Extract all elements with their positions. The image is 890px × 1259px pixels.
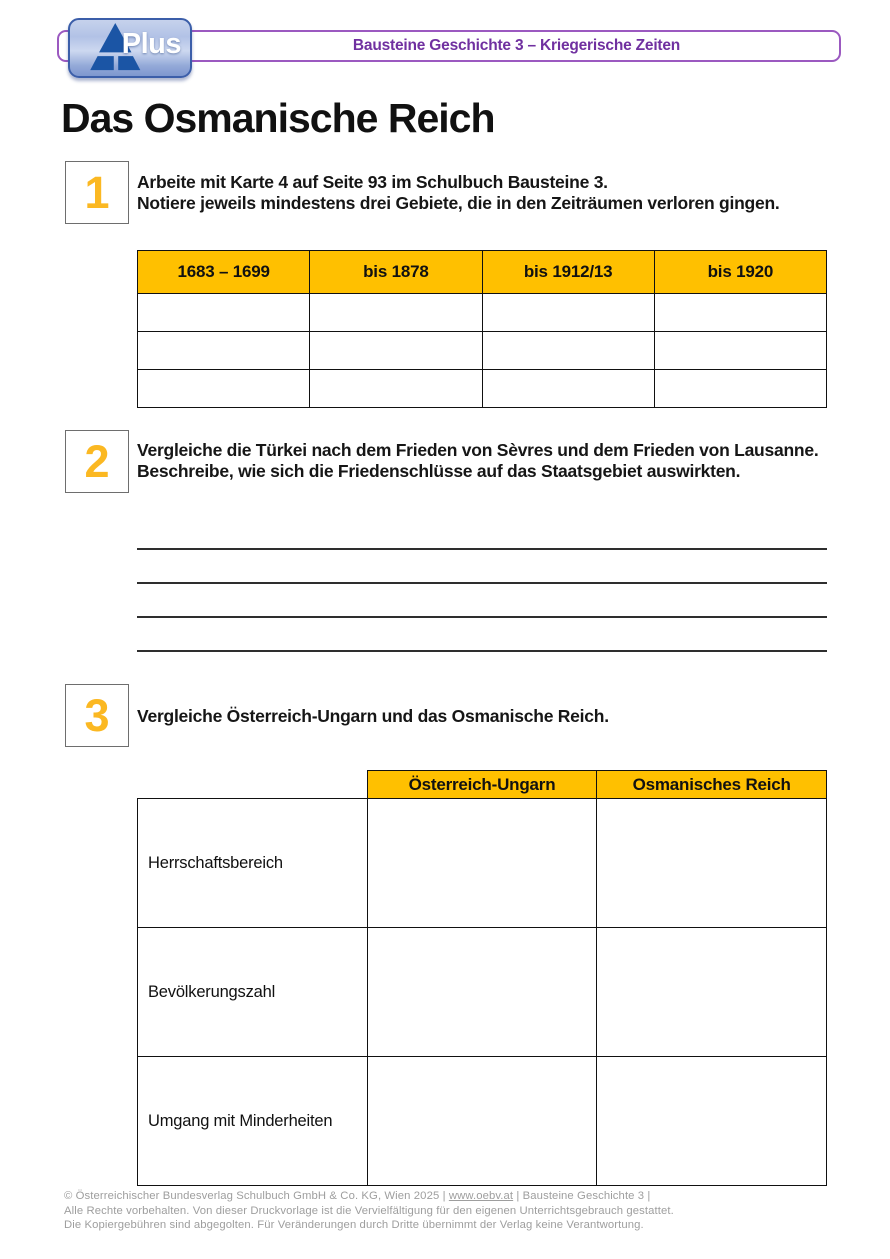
empty-cell bbox=[654, 370, 826, 408]
empty-cell bbox=[310, 294, 482, 332]
task3-number: 3 bbox=[84, 690, 110, 741]
task3-text bbox=[137, 706, 832, 727]
task1-number-box bbox=[65, 161, 129, 224]
oebv-link[interactable]: www.oebv.at bbox=[448, 1190, 514, 1202]
comparison-header-row bbox=[138, 771, 827, 799]
territories-header-2: bis 1878 bbox=[310, 251, 482, 294]
task3-number-box bbox=[65, 684, 129, 747]
footer-line1-pre: © Österreichischer Bundesverlag Schulbuch GmbH & Co. KG, Wien 2025 | bbox=[64, 1190, 449, 1202]
empty-cell bbox=[482, 332, 654, 370]
header-banner-inner bbox=[194, 32, 839, 60]
comparison-header-ghost bbox=[138, 771, 368, 799]
publisher-logo bbox=[68, 18, 192, 78]
comparison-header-ottoman: Osmanisches Reich bbox=[597, 771, 827, 799]
empty-cell bbox=[310, 370, 482, 408]
task1-line1: Arbeite mit Karte 4 auf Seite 93 im Schulbuch Bausteine 3. bbox=[137, 172, 608, 192]
empty-cell bbox=[597, 799, 827, 928]
territories-header-4: bis 1920 bbox=[654, 251, 826, 294]
empty-cell bbox=[654, 332, 826, 370]
banner-title: Bausteine Geschichte 3 – Kriegerische Zeiten bbox=[352, 37, 681, 54]
footer-line3: Die Kopiergebühren sind abgegolten. Für Veränderungen durch Dritte übernimmt der Verlag keine Verantwortung. bbox=[64, 1219, 644, 1232]
comparison-table bbox=[137, 770, 827, 1186]
empty-cell bbox=[138, 332, 310, 370]
empty-cell bbox=[482, 294, 654, 332]
comparison-row bbox=[138, 799, 827, 928]
comparison-row bbox=[138, 928, 827, 1057]
empty-cell bbox=[310, 332, 482, 370]
task2-number: 2 bbox=[84, 436, 110, 487]
page-title: Das Osmanische Reich bbox=[61, 95, 495, 141]
footer-copyright bbox=[64, 1189, 834, 1233]
territories-header-1: 1683 – 1699 bbox=[138, 251, 310, 294]
territories-table bbox=[137, 250, 827, 408]
task2-number-box bbox=[65, 430, 129, 493]
empty-cell bbox=[597, 928, 827, 1057]
logo-text: Plus bbox=[121, 28, 181, 60]
empty-cell bbox=[138, 370, 310, 408]
comparison-row-label: Herrschaftsbereich bbox=[138, 799, 368, 928]
empty-cell bbox=[597, 1057, 827, 1186]
task3-line1: Vergleiche Österreich-Ungarn und das Osmanische Reich. bbox=[137, 706, 609, 726]
empty-cell bbox=[367, 1057, 597, 1186]
comparison-row bbox=[138, 1057, 827, 1186]
empty-cell bbox=[367, 799, 597, 928]
task2-line1: Vergleiche die Türkei nach dem Frieden von Sèvres und dem Frieden von Lausanne. bbox=[137, 440, 819, 460]
comparison-row-label: Umgang mit Minderheiten bbox=[138, 1057, 368, 1186]
task1-line2: Notiere jeweils mindestens drei Gebiete, die in den Zeiträumen verloren gingen. bbox=[137, 193, 780, 213]
footer-line1-post: | Bausteine Geschichte 3 | bbox=[513, 1190, 651, 1202]
task1-text bbox=[137, 172, 832, 214]
task2-line2: Beschreibe, wie sich die Friedenschlüsse auf das Staatsgebiet auswirkten. bbox=[137, 461, 741, 481]
footer-line1 bbox=[64, 1189, 834, 1204]
footer-line2: Alle Rechte vorbehalten. Von dieser Druckvorlage ist die Vervielfältigung für den eigenen Unterrichtsgebrauch gestattet. bbox=[64, 1204, 674, 1217]
territories-row bbox=[138, 294, 827, 332]
territories-row bbox=[138, 332, 827, 370]
empty-cell bbox=[482, 370, 654, 408]
territories-row bbox=[138, 370, 827, 408]
empty-cell bbox=[654, 294, 826, 332]
empty-cell bbox=[138, 294, 310, 332]
empty-cell bbox=[367, 928, 597, 1057]
answer-line bbox=[137, 650, 827, 652]
territories-header-row bbox=[138, 251, 827, 294]
task1-number: 1 bbox=[84, 167, 110, 218]
answer-line bbox=[137, 616, 827, 618]
answer-line bbox=[137, 548, 827, 550]
territories-header-3: bis 1912/13 bbox=[482, 251, 654, 294]
answer-line bbox=[137, 582, 827, 584]
task2-text bbox=[137, 440, 832, 482]
comparison-header-austria: Österreich-Ungarn bbox=[367, 771, 597, 799]
comparison-row-label: Bevölkerungszahl bbox=[138, 928, 368, 1057]
